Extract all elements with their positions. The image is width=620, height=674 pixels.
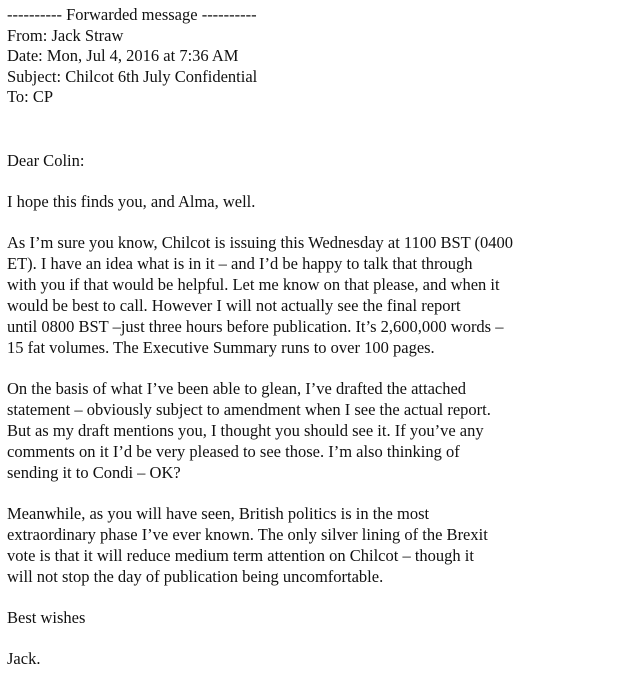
- closing: Best wishes: [7, 607, 86, 627]
- paragraph-line: ET). I have an idea what is in it – and I’d be happy to talk that through: [7, 253, 473, 273]
- subject-field: Subject: Chilcot 6th July Confidential: [7, 66, 258, 86]
- paragraph-line: will not stop the day of publication being uncomfortable.: [7, 566, 384, 586]
- forwarded-email: [7, 5, 613, 669]
- paragraph-1: [7, 191, 613, 212]
- paragraph-line: 15 fat volumes. The Executive Summary runs to over 100 pages.: [7, 337, 435, 357]
- paragraph-line: But as my draft mentions you, I thought you should see it. If you’ve any: [7, 420, 484, 440]
- paragraph-line: As I’m sure you know, Chilcot is issuing this Wednesday at 1100 BST (0400: [7, 232, 514, 252]
- to-field: To: CP: [7, 87, 54, 106]
- paragraph-line: with you if that would be helpful. Let me know on that please, and when it: [7, 274, 500, 294]
- paragraph-line: extraordinary phase I’ve ever known. The only silver lining of the Brexit: [7, 524, 488, 544]
- paragraph-line: sending it to Condi – OK?: [7, 462, 181, 482]
- paragraph-line: I hope this finds you, and Alma, well.: [7, 191, 256, 211]
- paragraph-3: [7, 378, 613, 483]
- paragraph-line: until 0800 BST –just three hours before publication. It’s 2,600,000 words –: [7, 316, 504, 336]
- paragraph-2: [7, 232, 613, 358]
- paragraph-line: would be best to call. However I will not actually see the final report: [7, 295, 461, 315]
- date-field: Date: Mon, Jul 4, 2016 at 7:36 AM: [7, 46, 239, 65]
- paragraph-4: [7, 503, 613, 587]
- paragraph-line: comments on it I’d be very pleased to see those. I’m also thinking of: [7, 441, 460, 461]
- greeting: Dear Colin:: [7, 150, 85, 170]
- paragraph-line: vote is that it will reduce medium term attention on Chilcot – though it: [7, 545, 474, 565]
- from-field: From: Jack Straw: [7, 25, 124, 45]
- paragraph-line: On the basis of what I’ve been able to glean, I’ve drafted the attached: [7, 378, 467, 398]
- paragraph-line: statement – obviously subject to amendment when I see the actual report.: [7, 399, 491, 419]
- email-headers: [7, 5, 613, 108]
- paragraph-line: Meanwhile, as you will have seen, British politics is in the most: [7, 503, 430, 523]
- forwarded-message-divider: ---------- Forwarded message ----------: [7, 5, 257, 24]
- signature: Jack.: [7, 648, 41, 668]
